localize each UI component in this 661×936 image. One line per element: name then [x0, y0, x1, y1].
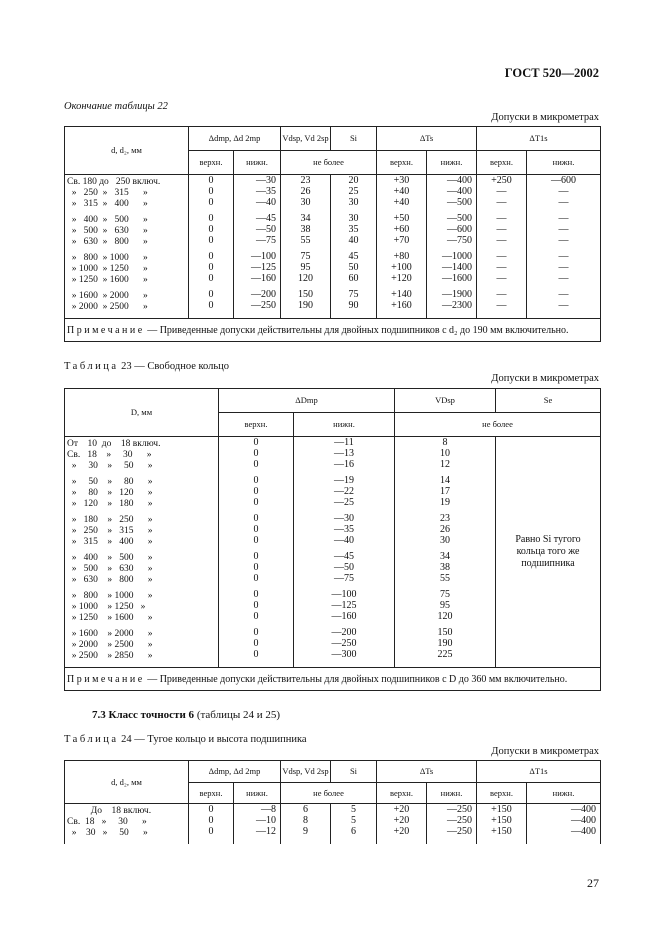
table-cell: 0: [253, 459, 259, 470]
table-cell: —750: [447, 235, 472, 246]
table-cell: » 1250 » 1600 »: [67, 275, 148, 285]
table-cell: 0: [253, 562, 259, 573]
table-cell: 0: [208, 251, 214, 262]
table-24-caption: Таблица 24 — Тугое кольцо и высота подшипника: [64, 734, 307, 745]
col-header-vdsp: Vdsp, Vd 2sp: [281, 761, 331, 783]
table-cell: 34: [440, 551, 450, 562]
table-cell: —: [558, 262, 569, 273]
table-cell: —: [496, 213, 507, 224]
table-cell: —12: [256, 826, 276, 837]
table-cell: 0: [253, 497, 259, 508]
table-cell: +120: [391, 273, 412, 284]
table-cell: —: [496, 262, 507, 273]
table-cell: 8: [442, 437, 448, 448]
table-cell: 60: [348, 273, 359, 284]
table-cell: » 315 » 400 »: [67, 537, 153, 547]
table-cell: 35: [348, 224, 359, 235]
table-cell: —250: [447, 826, 472, 837]
table-23-body: [65, 437, 601, 668]
table-cell: 0: [253, 573, 259, 584]
table-cell: 0: [253, 649, 259, 660]
table-cell: 0: [253, 448, 259, 459]
table-cell: » 2000 » 2500 »: [67, 640, 153, 650]
table-24: [64, 760, 601, 844]
table-cell: —160: [251, 273, 276, 284]
table-cell: —: [496, 224, 507, 235]
table-cell: —600: [551, 175, 576, 186]
table-cell: 0: [208, 224, 214, 235]
table-cell: —45: [334, 551, 354, 562]
table-cell: —22: [334, 486, 354, 497]
table-cell: —11: [334, 437, 354, 448]
subheader-lower: нижн.: [427, 151, 477, 175]
table-cell: —: [558, 251, 569, 262]
table-cell: 75: [440, 589, 450, 600]
table-cell: —: [558, 224, 569, 235]
table-cell: +20: [393, 815, 410, 826]
table-cell: —1000: [442, 251, 472, 262]
table-cell: » 30 » 50 »: [67, 461, 153, 471]
table-cell: 6: [303, 804, 308, 815]
table-cell: » 800 » 1000 »: [67, 591, 153, 601]
table-cell: +100: [391, 262, 412, 273]
table-cell: —40: [334, 535, 354, 546]
table-23-caption: Таблица 23 — Свободное кольцо: [64, 361, 230, 372]
table-cell: 120: [298, 273, 313, 284]
table-cell: +150: [491, 826, 512, 837]
table-cell: 0: [253, 551, 259, 562]
table-cell: Св. 180 до 250 включ.: [67, 177, 161, 187]
table-cell: —400: [447, 175, 472, 186]
table-cell: —75: [334, 573, 354, 584]
table-cell: —: [496, 197, 507, 208]
table-cell: » 50 » 80 »: [67, 477, 153, 487]
table-cell: —: [558, 186, 569, 197]
table-cell: —25: [334, 497, 354, 508]
table-cell: 0: [253, 611, 259, 622]
table-cell: 45: [348, 251, 359, 262]
table-cell: » 80 » 120 »: [67, 488, 153, 498]
table-cell: 0: [208, 235, 214, 246]
table-cell: —200: [331, 627, 357, 638]
table-cell: —30: [256, 175, 276, 186]
table-cell: —100: [331, 589, 357, 600]
table-cell: 26: [440, 524, 450, 535]
table-cell: +30: [393, 175, 410, 186]
table-cell: 55: [300, 235, 311, 246]
table-cell: —10: [256, 815, 276, 826]
table-cell: —30: [334, 513, 354, 524]
table-cell: —1400: [442, 262, 472, 273]
table-cell: 12: [440, 459, 450, 470]
table-cell: +40: [393, 186, 410, 197]
page-number: 27: [587, 876, 599, 890]
table-cell: » 800 » 1000 »: [67, 253, 148, 263]
table-cell: 0: [208, 175, 214, 186]
table-cell: » 1000 » 1250 »: [67, 602, 146, 612]
subheader-lower: нижн.: [294, 413, 395, 437]
table-cell: —19: [334, 475, 354, 486]
table-cell: 19: [440, 497, 450, 508]
table-cell: —250: [331, 638, 357, 649]
table-cell: » 630 » 800 »: [67, 575, 153, 585]
table-cell: 38: [440, 562, 450, 573]
subheader-upper: верхн.: [377, 151, 427, 175]
table-cell: 0: [208, 186, 214, 197]
table-22-body: [65, 175, 601, 319]
table-cell: —400: [447, 186, 472, 197]
table-cell: —2300: [442, 300, 472, 311]
table-cell: Св. 18 » 30 »: [67, 450, 152, 460]
table-cell: —160: [331, 611, 357, 622]
table-cell: 30: [348, 213, 359, 224]
table-cell: » 1600 » 2000 »: [67, 629, 153, 639]
table-cell: 0: [253, 600, 259, 611]
col-header-delta-t1s: ΔT1s: [477, 761, 601, 783]
col-header-si: Si: [331, 761, 377, 783]
table-cell: 90: [348, 300, 359, 311]
table-cell: » 120 » 180 »: [67, 499, 153, 509]
subheader-no-more: не более: [281, 151, 377, 175]
col-header-vdsp: VDsp: [395, 389, 496, 413]
table-cell: 23: [440, 513, 450, 524]
table-cell: » 2000 » 2500 »: [67, 302, 148, 312]
table-cell: 26: [300, 186, 311, 197]
table-23-units: Допуски в микрометрах: [491, 373, 599, 384]
table-cell: 0: [208, 289, 214, 300]
table-cell: —: [558, 273, 569, 284]
table-cell: —500: [447, 197, 472, 208]
table-cell: 0: [208, 262, 214, 273]
table-cell: » 315 » 400 »: [67, 199, 148, 209]
table-cell: 30: [348, 197, 359, 208]
table-cell: —: [496, 251, 507, 262]
table-cell: » 2500 » 2850 »: [67, 651, 153, 661]
table-cell: —1600: [442, 273, 472, 284]
table-cell: —: [558, 197, 569, 208]
table-cell: —35: [334, 524, 354, 535]
col-header-delta-dmp: ΔDmp: [219, 389, 395, 413]
table-row: [65, 437, 601, 668]
table-cell: 0: [253, 589, 259, 600]
table-cell: 30: [440, 535, 450, 546]
table-cell: 0: [208, 815, 214, 826]
table-cell: —100: [251, 251, 276, 262]
table-cell: От 10 до 18 включ.: [67, 439, 161, 449]
table-22: [64, 126, 601, 342]
col-header-delta-dmp: Δdmp, Δd 2mp: [189, 761, 281, 783]
subheader-lower: нижн.: [427, 783, 477, 804]
table-cell: —: [558, 213, 569, 224]
table-cell: —: [496, 273, 507, 284]
table-cell: 55: [440, 573, 450, 584]
table-cell: 75: [300, 251, 311, 262]
table-row: [65, 175, 601, 319]
table-cell: 95: [440, 600, 450, 611]
table-cell: » 500 » 630 »: [67, 226, 148, 236]
table-23-note: Примечание — Приведенные допуски действительны для двойных подшипников с D до 360 мм включительно.: [65, 668, 601, 691]
table-cell: 0: [208, 300, 214, 311]
table-cell: 38: [300, 224, 311, 235]
col-header-si: Si: [331, 127, 377, 151]
table-cell: 225: [437, 649, 453, 660]
table-cell: » 400 » 500 »: [67, 215, 148, 225]
table-cell: » 180 » 250 »: [67, 515, 153, 525]
table-cell: До 18 включ.: [67, 806, 152, 816]
table-cell: 0: [253, 535, 259, 546]
table-cell: 8: [303, 815, 308, 826]
table-cell: +150: [491, 804, 512, 815]
col-header-d: d, d₂, мм: [65, 761, 189, 804]
col-header-delta-ts: ΔTs: [377, 127, 477, 151]
table-cell: —50: [334, 562, 354, 573]
table-cell: Св. 18 » 30 »: [67, 817, 147, 827]
subheader-lower: нижн.: [234, 151, 281, 175]
table-cell: 50: [348, 262, 359, 273]
table-cell: 190: [437, 638, 453, 649]
table-cell: —1900: [442, 289, 472, 300]
table-cell: 14: [440, 475, 450, 486]
col-header-d: d, d₂, мм: [65, 127, 189, 175]
table-cell: 5: [351, 815, 356, 826]
table-cell: —300: [331, 649, 357, 660]
table-cell: +80: [393, 251, 410, 262]
table-22-caption: Окончание таблицы 22: [64, 101, 168, 112]
subheader-upper: верхн.: [477, 151, 527, 175]
table-cell: 40: [348, 235, 359, 246]
table-cell: —500: [447, 213, 472, 224]
table-cell: » 400 » 500 »: [67, 553, 153, 563]
col-header-delta-dmp: Δdmp, Δd 2mp: [189, 127, 281, 151]
table-cell: 34: [300, 213, 311, 224]
table-cell: 0: [253, 627, 259, 638]
table-cell: 0: [253, 437, 259, 448]
table-cell: 23: [300, 175, 311, 186]
table-cell: 9: [303, 826, 308, 837]
table-cell: » 1250 » 1600 »: [67, 613, 153, 623]
table-cell: —200: [251, 289, 276, 300]
table-cell: +160: [391, 300, 412, 311]
table-cell: —: [558, 289, 569, 300]
table-23: [64, 388, 601, 691]
table-cell: —: [558, 300, 569, 311]
table-cell: +150: [491, 815, 512, 826]
table-cell: —35: [256, 186, 276, 197]
table-cell: 190: [298, 300, 313, 311]
table-cell: 0: [253, 638, 259, 649]
table-cell: 30: [300, 197, 311, 208]
table-cell: 25: [348, 186, 359, 197]
table-cell: 0: [253, 513, 259, 524]
subheader-lower: нижн.: [234, 783, 281, 804]
table-22-units: Допуски в микрометрах: [491, 112, 599, 123]
table-cell: » 250 » 315 »: [67, 188, 148, 198]
table-cell: —250: [251, 300, 276, 311]
table-cell: 75: [348, 289, 359, 300]
table-cell: —400: [571, 815, 596, 826]
col-header-delta-ts: ΔTs: [377, 761, 477, 783]
table-cell: 17: [440, 486, 450, 497]
table-cell: » 630 » 800 »: [67, 237, 148, 247]
table-cell: —: [496, 235, 507, 246]
table-cell: 0: [253, 475, 259, 486]
table-cell: —16: [334, 459, 354, 470]
table-cell: 0: [208, 213, 214, 224]
col-header-se: Se: [496, 389, 601, 413]
subheader-lower: нижн.: [527, 783, 601, 804]
table-cell: » 1000 » 1250 »: [67, 264, 148, 274]
table-cell: 0: [208, 804, 214, 815]
document-header: ГОСТ 520—2002: [504, 66, 599, 80]
table-cell: —400: [571, 826, 596, 837]
table-cell: —125: [331, 600, 357, 611]
table-cell: 120: [437, 611, 453, 622]
table-cell: —125: [251, 262, 276, 273]
table-cell: » 1600 » 2000 »: [67, 291, 148, 301]
subheader-upper: верхн.: [477, 783, 527, 804]
subheader-no-more: не более: [281, 783, 377, 804]
table-cell: 0: [253, 524, 259, 535]
table-cell: —: [496, 300, 507, 311]
table-cell: +20: [393, 826, 410, 837]
table-cell: 0: [253, 486, 259, 497]
subheader-upper: верхн.: [189, 151, 234, 175]
table-cell: 150: [437, 627, 453, 638]
table-cell: 6: [351, 826, 356, 837]
table-cell: 0: [208, 273, 214, 284]
subheader-upper: верхн.: [189, 783, 234, 804]
table-24-body: [65, 804, 601, 845]
table-cell: —8: [261, 804, 276, 815]
table-cell: —250: [447, 804, 472, 815]
table-cell: 95: [300, 262, 311, 273]
table-cell: 150: [298, 289, 313, 300]
table-cell: —13: [334, 448, 354, 459]
subheader-upper: верхн.: [219, 413, 294, 437]
section-7-3-heading: 7.3 Класс точности 6 (таблицы 24 и 25): [92, 709, 281, 721]
table-cell: —: [496, 289, 507, 300]
table-cell: +40: [393, 197, 410, 208]
table-cell: 0: [208, 826, 214, 837]
table-cell: —40: [256, 197, 276, 208]
table-cell: +20: [393, 804, 410, 815]
table-cell: » 500 » 630 »: [67, 564, 153, 574]
table-cell: —: [558, 235, 569, 246]
col-header-vdsp: Vdsp, Vd 2sp: [281, 127, 331, 151]
table-cell: —400: [571, 804, 596, 815]
col-header-d: D, мм: [65, 389, 219, 437]
table-cell: 0: [208, 197, 214, 208]
table-22-note: Примечание — Приведенные допуски действительны для двойных подшипников с d₂ до 190 мм включительно.: [65, 319, 601, 342]
subheader-no-more: не более: [395, 413, 601, 437]
table-cell: 5: [351, 804, 356, 815]
table-cell: » 30 » 50 »: [67, 828, 148, 838]
table-24-units: Допуски в микрометрах: [491, 746, 599, 757]
table-cell: » 250 » 315 »: [67, 526, 153, 536]
table-cell: +60: [393, 224, 410, 235]
table-cell: —: [496, 186, 507, 197]
table-cell: +70: [393, 235, 410, 246]
table-cell: 20: [348, 175, 359, 186]
table-cell: —75: [256, 235, 276, 246]
table-cell: —45: [256, 213, 276, 224]
table-cell: —50: [256, 224, 276, 235]
table-cell: —600: [447, 224, 472, 235]
table-cell: +140: [391, 289, 412, 300]
subheader-upper: верхн.: [377, 783, 427, 804]
table-cell: 10: [440, 448, 450, 459]
table-cell: —250: [447, 815, 472, 826]
col-header-delta-t1s: ΔT1s: [477, 127, 601, 151]
se-merged-note: Равно Si тугого кольца того же подшипника: [496, 437, 601, 668]
subheader-lower: нижн.: [527, 151, 601, 175]
table-row: [65, 804, 601, 845]
table-cell: +50: [393, 213, 410, 224]
table-cell: +250: [491, 175, 512, 186]
